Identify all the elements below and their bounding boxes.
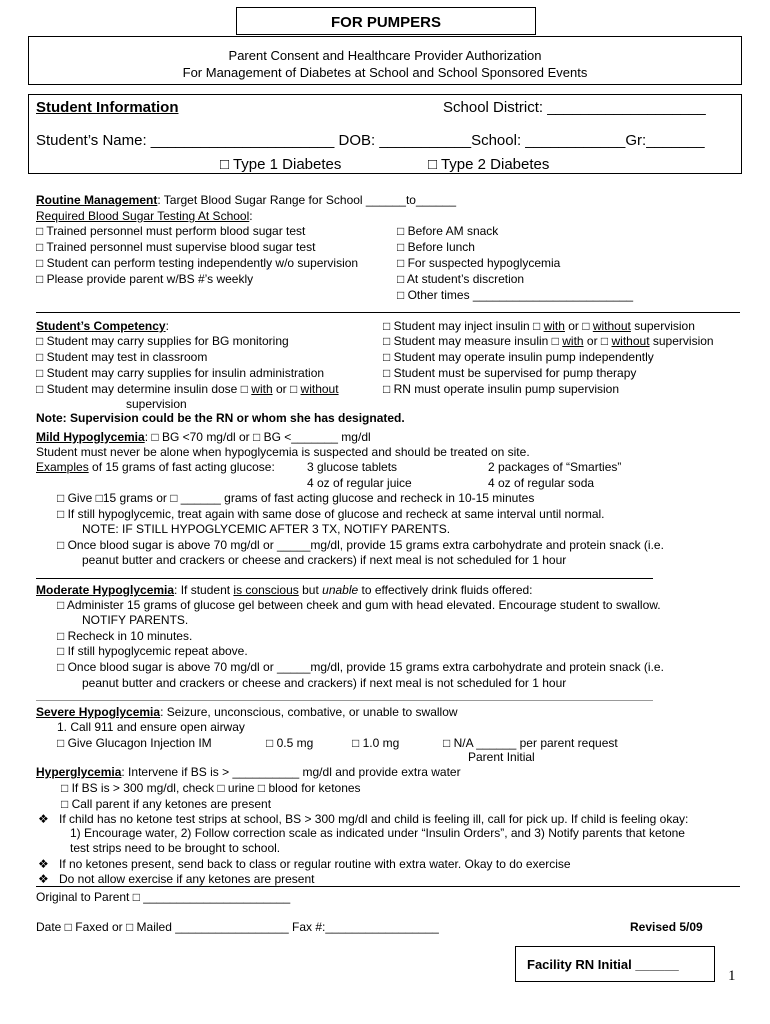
example-glucose-tablets: 3 glucose tablets	[307, 460, 398, 474]
competency-left-1[interactable]: □ Student may carry supplies for BG monitoring	[36, 334, 289, 348]
mild-bullet-1[interactable]: □ Give □15 grams or □ ______ grams of fast acting glucose and recheck in 10-15 minutes	[57, 491, 535, 505]
competency-dose[interactable]: □ Student may determine insulin dose □ with or □ without	[36, 382, 339, 396]
example-juice: 4 oz of regular juice	[307, 476, 412, 490]
competency-right-3[interactable]: □ RN must operate insulin pump supervision	[383, 382, 620, 396]
routine-heading-label: Routine Management	[36, 193, 158, 207]
moderate-bullet-1[interactable]: □ Administer 15 grams of glucose gel between cheek and gum with head elevated. Encourage student to swallow.	[57, 598, 661, 612]
glucagon-dose-10[interactable]: □ 1.0 mg	[352, 736, 400, 750]
original-to-parent[interactable]: Original to Parent □ ______________________	[36, 890, 291, 904]
facility-rn-initial[interactable]: Facility RN Initial ______	[527, 957, 679, 972]
routine-left-3[interactable]: □ Student can perform testing independently w/o supervision	[36, 256, 359, 270]
moderate-bullet-3[interactable]: □ If still hypoglycemic repeat above.	[57, 644, 248, 658]
routine-right-1[interactable]: □ Before AM snack	[397, 224, 499, 238]
glucagon-checkbox[interactable]: □ Give Glucagon Injection IM	[57, 736, 212, 750]
student-name-row[interactable]: Student’s Name: ______________________ DOB: ___________School: ____________Gr:_______	[36, 132, 705, 149]
moderate-bullet-4-cont: peanut butter and crackers or cheese and crackers) if next meal is not scheduled for 1 hour	[82, 676, 567, 690]
mild-bullet-3[interactable]: □ Once blood sugar is above 70 mg/dl or _____mg/dl, provide 15 grams extra carbohydrate and protein snack (i.e.	[57, 538, 664, 552]
hyper-bullet-3: Do not allow exercise if any ketones are present	[59, 872, 315, 886]
glucagon-na[interactable]: □ N/A ______ per parent request	[443, 736, 618, 750]
routine-right-3[interactable]: □ For suspected hypoglycemia	[397, 256, 561, 270]
competency-dose-supervision: supervision	[126, 397, 187, 411]
moderate-bullet-2[interactable]: □ Recheck in 10 minutes.	[57, 629, 193, 643]
competency-inject[interactable]: □ Student may inject insulin □ with or □ without supervision	[383, 319, 695, 333]
divider	[36, 700, 653, 701]
student-info-heading: Student Information	[36, 99, 179, 116]
hyper-bullet-2: If no ketones present, send back to class or regular routine with extra water. Okay to do exercise	[59, 857, 571, 871]
hyper-line-1[interactable]: □ If BS is > 300 mg/dl, check □ urine □ blood for ketones	[61, 781, 361, 795]
type1-checkbox[interactable]: □ Type 1 Diabetes	[220, 156, 342, 173]
page-number: 1	[728, 968, 736, 984]
routine-left-2[interactable]: □ Trained personnel must supervise blood sugar test	[36, 240, 316, 254]
divider	[36, 578, 653, 579]
hyper-bullet-1-cont-2: test strips need to be brought to school.	[70, 841, 281, 855]
moderate-heading: Moderate Hypoglycemia: If student is conscious but unable to effectively drink fluids offered:	[36, 583, 533, 597]
mild-bullet-2-cont: NOTE: IF STILL HYPOGLYCEMIC AFTER 3 TX, NOTIFY PARENTS.	[82, 522, 451, 536]
type2-checkbox[interactable]: □ Type 2 Diabetes	[428, 156, 550, 173]
required-testing-label: Required Blood Sugar Testing At School:	[36, 209, 253, 223]
date-fax-row[interactable]: Date □ Faxed or □ Mailed _________________ Fax #:_________________	[36, 920, 439, 934]
glucagon-dose-05[interactable]: □ 0.5 mg	[266, 736, 314, 750]
routine-heading	[36, 193, 456, 207]
diamond-icon: ❖	[38, 872, 49, 886]
mild-line-1: Student must never be alone when hypoglycemia is suspected and should be treated on site.	[36, 445, 530, 459]
page-title: FOR PUMPERS	[330, 14, 441, 31]
routine-right-5[interactable]: □ Other times ________________________	[397, 288, 634, 302]
competency-right-1[interactable]: □ Student may operate insulin pump independently	[383, 350, 654, 364]
moderate-bullet-4[interactable]: □ Once blood sugar is above 70 mg/dl or _____mg/dl, provide 15 grams extra carbohydrate and protein snack (i.e.	[57, 660, 664, 674]
example-smarties: 2 packages of “Smarties”	[488, 460, 622, 474]
diamond-icon: ❖	[38, 857, 49, 871]
mild-examples: Examples of 15 grams of fast acting glucose:	[36, 460, 275, 474]
moderate-bullet-1-cont: NOTIFY PARENTS.	[82, 613, 189, 627]
mild-heading: Mild Hypoglycemia: □ BG <70 mg/dl or □ BG <_______ mg/dl	[36, 430, 371, 444]
hyper-bullet-1: If child has no ketone test strips at school, BS > 300 mg/dl and child is feeling ill, call for pick up. If child is feeling okay:	[59, 812, 689, 826]
hyper-bullet-1-cont-1: 1) Encourage water, 2) Follow correction scale as indicated under “Insulin Orders”, and 3) Notify parents that ketone	[70, 826, 685, 840]
competency-left-3[interactable]: □ Student may carry supplies for insulin administration	[36, 366, 325, 380]
subtitle-line-1: Parent Consent and Healthcare Provider Authorization	[228, 48, 542, 63]
hyper-line-2[interactable]: □ Call parent if any ketones are present	[61, 797, 272, 811]
parent-initial-label: Parent Initial	[468, 750, 535, 764]
divider	[36, 312, 740, 313]
diamond-icon: ❖	[38, 812, 49, 826]
hyper-heading: Hyperglycemia: Intervene if BS is > __________ mg/dl and provide extra water	[36, 765, 461, 779]
school-district-field[interactable]: School District: ___________________	[443, 99, 706, 116]
routine-left-4[interactable]: □ Please provide parent w/BS #’s weekly	[36, 272, 254, 286]
routine-range-text[interactable]: : Target Blood Sugar Range for School ______to______	[157, 193, 457, 207]
routine-right-2[interactable]: □ Before lunch	[397, 240, 475, 254]
routine-right-4[interactable]: □ At student’s discretion	[397, 272, 525, 286]
supervision-note: Note: Supervision could be the RN or whom she has designated.	[36, 411, 405, 425]
routine-left-1[interactable]: □ Trained personnel must perform blood sugar test	[36, 224, 306, 238]
revision-label: Revised 5/09	[630, 920, 703, 934]
severe-heading: Severe Hypoglycemia: Seizure, unconscious, combative, or unable to swallow	[36, 705, 458, 719]
subtitle-line-2: For Management of Diabetes at School and School Sponsored Events	[182, 65, 588, 80]
severe-step-1: 1. Call 911 and ensure open airway	[57, 720, 245, 734]
example-soda: 4 oz of regular soda	[488, 476, 595, 490]
competency-left-2[interactable]: □ Student may test in classroom	[36, 350, 208, 364]
mild-bullet-2[interactable]: □ If still hypoglycemic, treat again with same dose of glucose and recheck at same interval until normal.	[57, 507, 605, 521]
competency-measure[interactable]: □ Student may measure insulin □ with or □ without supervision	[383, 334, 714, 348]
competency-right-2[interactable]: □ Student must be supervised for pump therapy	[383, 366, 637, 380]
mild-bullet-3-cont: peanut butter and crackers or cheese and crackers) if next meal is not scheduled for 1 hour	[82, 553, 567, 567]
competency-heading: Student’s Competency:	[36, 319, 169, 333]
divider	[36, 886, 740, 887]
